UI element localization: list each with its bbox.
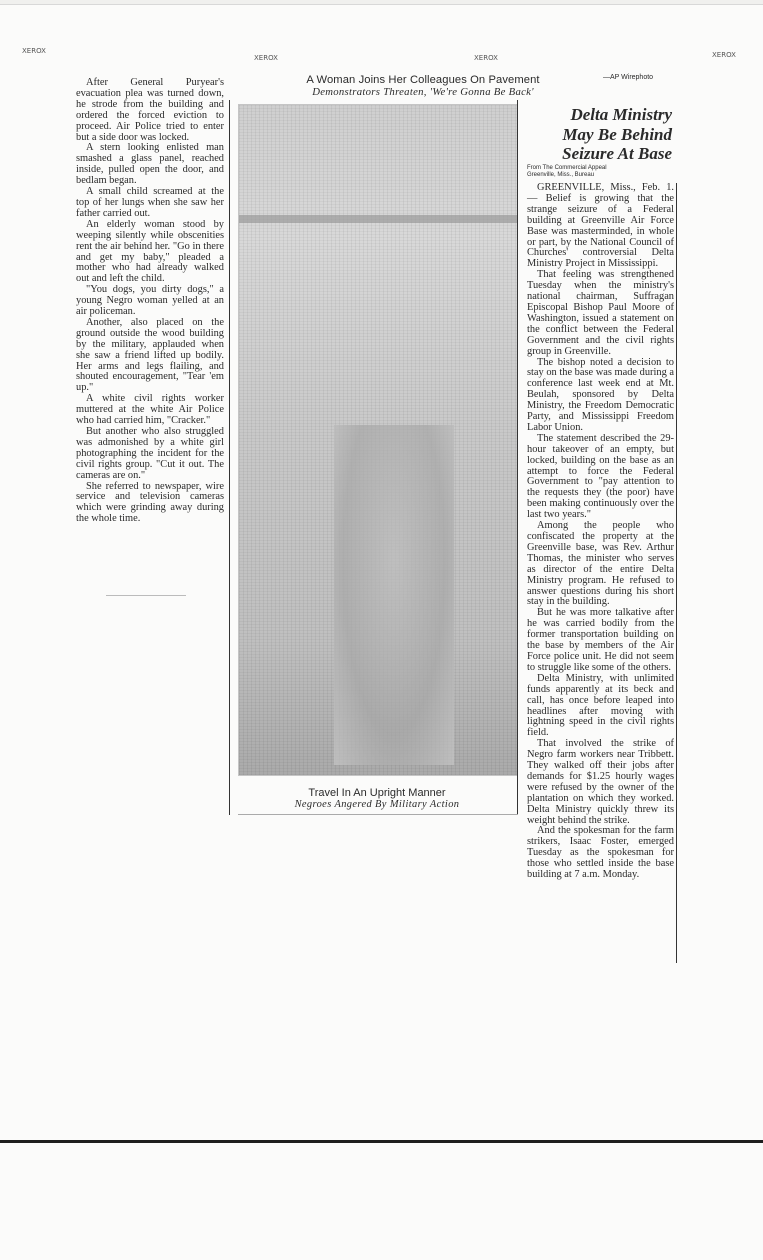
paragraph: "You dogs, you dirty dogs," a young Negro woman yelled at an air policeman. <box>76 284 224 318</box>
paragraph: The statement described the 29-hour takeover of an empty, but locked, building on the base as an attempt to force the Federal Government to "pay attention to the requests they (the poor) have been making continuously over the last two years." <box>527 432 674 521</box>
right-article <box>527 183 674 881</box>
photo-figure <box>334 425 454 765</box>
headline-line: May Be Behind <box>562 124 672 144</box>
bottom-border <box>0 1140 763 1143</box>
byline-source: From The Commercial Appeal <box>527 165 607 171</box>
paragraph: And the spokesman for the farm strikers, Isaac Foster, emerged Tuesday as the spokesman for those who settled inside the base building at 7 a.m. Monday. <box>527 825 674 881</box>
column-rule <box>676 183 677 963</box>
article-headline <box>522 105 672 164</box>
paragraph: The bishop noted a decision to stay on the base was made during a conference last week end at Mt. Beulah, sponsored by Delta Ministry, the Freedom Democratic Party, and Mississippi Freedom Labor Union. <box>527 356 674 433</box>
left-article <box>76 78 224 525</box>
xerox-stamp: XEROX <box>474 54 498 62</box>
paragraph: A small child screamed at the top of her lungs when she saw her father carried out. <box>76 186 224 219</box>
paragraph: A stern looking enlisted man smashed a glass panel, reached inside, pulled open the door, and bedlam began. <box>76 142 224 187</box>
paragraph: Another, also placed on the ground outside the wood building by the military, applauded when she saw a friend lifted up bodily. Her arms and legs flailing, and shouted encouragement, "Tear 'em up." <box>76 316 224 394</box>
top-border <box>0 0 763 5</box>
photo-subhead: Negroes Angered By Military Action <box>294 799 460 810</box>
paragraph: After General Puryear's evacuation plea was turned down, he strode from the building and ordered the forced eviction to proceed. Air Police tried to enter but a side door was locked. <box>76 77 224 143</box>
photo-caption-bottom <box>238 787 516 810</box>
news-photo <box>238 104 518 776</box>
photo-credit: —AP Wirephoto <box>603 74 654 81</box>
paragraph: But another who also struggled was admonished by a white girl photographing the incident for the civil rights group. "Cut it out. The cameras are on." <box>76 426 224 481</box>
photo-headline: A Woman Joins Her Colleagues On Pavement <box>306 74 540 86</box>
column-rule <box>517 100 518 815</box>
headline-line: Delta Ministry <box>570 105 672 124</box>
paragraph: But he was more talkative after he was carried bodily from the former transportation building on the base by members of the Air Force police unit. He did not seem to struggle like some of the others. <box>527 607 674 673</box>
xerox-stamp: XEROX <box>254 54 278 62</box>
paragraph: That involved the strike of Negro farm workers near Tribbett. They walked off their jobs after demands for $1.25 hourly wages were refused by the owner of the plantation on which they worked. Delta Ministry quickly threw its weight behind the strike. <box>527 738 674 826</box>
caption-rule <box>238 814 518 815</box>
photo-headline: Travel In An Upright Manner <box>308 787 446 799</box>
divider <box>106 595 186 596</box>
photo-building <box>239 215 517 223</box>
paragraph: An elderly woman stood by weeping silently while obscenities rent the air behind her. "Go in there and get my baby," pleaded a mother who had already walked out and left the child. <box>76 218 224 285</box>
headline-line: Seizure At Base <box>562 144 672 163</box>
paragraph: She referred to newspaper, wire service and television cameras which were grinding away during the whole time. <box>76 480 224 525</box>
photo-caption-top <box>238 74 608 98</box>
photo-subhead: Demonstrators Threaten, 'We're Gonna Be Back' <box>312 86 534 98</box>
byline-bureau: Greenville, Miss., Bureau <box>527 171 595 178</box>
byline <box>527 165 672 178</box>
xerox-stamp: XEROX <box>712 51 736 59</box>
xerox-stamp: XEROX <box>22 47 46 55</box>
paragraph: Delta Ministry, with unlimited funds apparently at its beck and call, has once before leaped into headlines after moving with lightning speed in the civil rights field. <box>527 672 674 739</box>
paragraph: A white civil rights worker muttered at the white Air Police who had carried him, "Cracker." <box>76 393 224 427</box>
paragraph: Among the people who confiscated the property at the Greenville base, was Rev. Arthur Thomas, the minister who serves as director of the entire Delta Ministry program. He refused to answer questions during his short stay in the building. <box>527 520 674 608</box>
paragraph: GREENVILLE, Miss., Feb. 1. — Belief is growing that the strange seizure of a Federal building at Greenville Air Force Base was masterminded, in whole or part, by the National Council of Churches' controversial Delta Ministry Project in Mississippi. <box>527 182 674 270</box>
paragraph: That feeling was strengthened Tuesday when the ministry's national chairman, Suffragan Episcopal Bishop Paul Moore of Washington, issued a statement on the conflict between the Federal Government and the civil rights group in Greenville. <box>527 269 674 357</box>
column-rule <box>229 100 230 815</box>
